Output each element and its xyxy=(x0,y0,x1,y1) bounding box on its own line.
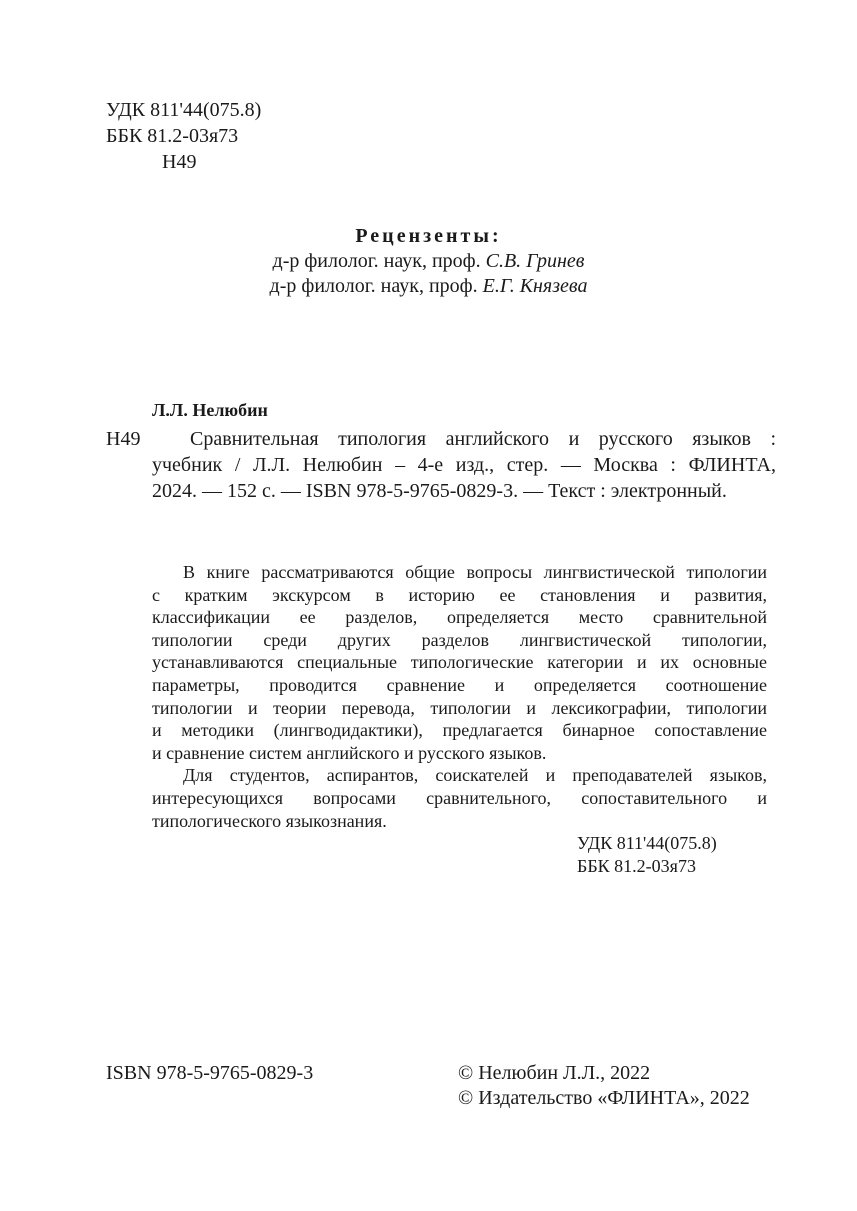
annotation-bbk: ББК 81.2-03я73 xyxy=(577,855,696,876)
reviewer-2-title: д-р филолог. наук, проф. xyxy=(269,275,483,297)
reviewer-1-title: д-р филолог. наук, проф. xyxy=(272,250,486,272)
udk-code: УДК 811'44(075.8) xyxy=(106,99,262,121)
annotation-udk: УДК 811'44(075.8) xyxy=(577,833,717,854)
annotation-line: типологического языкознания. xyxy=(152,810,387,831)
bbk-code: ББК 81.2-03я73 xyxy=(106,125,239,147)
record-line-1: Сравнительная типология английского и русского языков : xyxy=(190,428,776,450)
reviewer-1-name: С.В. Гринев xyxy=(485,250,585,272)
reviewer-2 xyxy=(0,273,857,299)
record-line-2: учебник / Л.Л. Нелюбин – 4-е изд., стер. — Москва : ФЛИНТА, xyxy=(152,454,776,476)
reviewer-1 xyxy=(0,248,857,274)
record-author-heading: Л.Л. Нелюбин xyxy=(152,400,268,420)
annotation-line: устанавливаются специальные типологические категории и их основные xyxy=(152,652,767,673)
annotation-line: и сравнение систем английского и русского языков. xyxy=(152,742,547,763)
annotation-line: типологии среди других разделов лингвистической типологии, xyxy=(152,629,767,650)
record-line-3: 2024. — 152 с. — ISBN 978-5-9765-0829-3. — Текст : электронный. xyxy=(152,480,727,502)
annotation-line: классификации ее разделов, определяется место сравнительной xyxy=(152,607,767,628)
annotation-line: В книге рассматриваются общие вопросы лингвистической типологии xyxy=(183,562,767,582)
annotation-line: типологии и теории перевода, типологии и лексикографии, типологии xyxy=(152,697,767,718)
copyright-author: © Нелюбин Л.Л., 2022 xyxy=(458,1062,651,1084)
footer-isbn: ISBN 978-5-9765-0829-3 xyxy=(106,1062,314,1084)
author-mark: Н49 xyxy=(162,151,197,173)
annotation-line: с кратким экскурсом в историю ее становления и развития, xyxy=(152,584,767,605)
copyright-publisher: © Издательство «ФЛИНТА», 2022 xyxy=(458,1087,750,1109)
record-author-mark: Н49 xyxy=(106,428,141,450)
reviewers-heading: Рецензенты: xyxy=(355,225,502,247)
annotation-line: параметры, проводится сравнение и определяется соотношение xyxy=(152,675,767,695)
reviewer-2-name: Е.Г. Князева xyxy=(482,275,588,297)
annotation-line: интересующихся вопросами сравнительного, сопоставительного и xyxy=(152,788,767,808)
annotation-line: и методики (лингводидактики), предлагается бинарное сопоставление xyxy=(152,720,767,741)
annotation-line: Для студентов, аспирантов, соискателей и преподавателей языков, xyxy=(183,765,767,786)
